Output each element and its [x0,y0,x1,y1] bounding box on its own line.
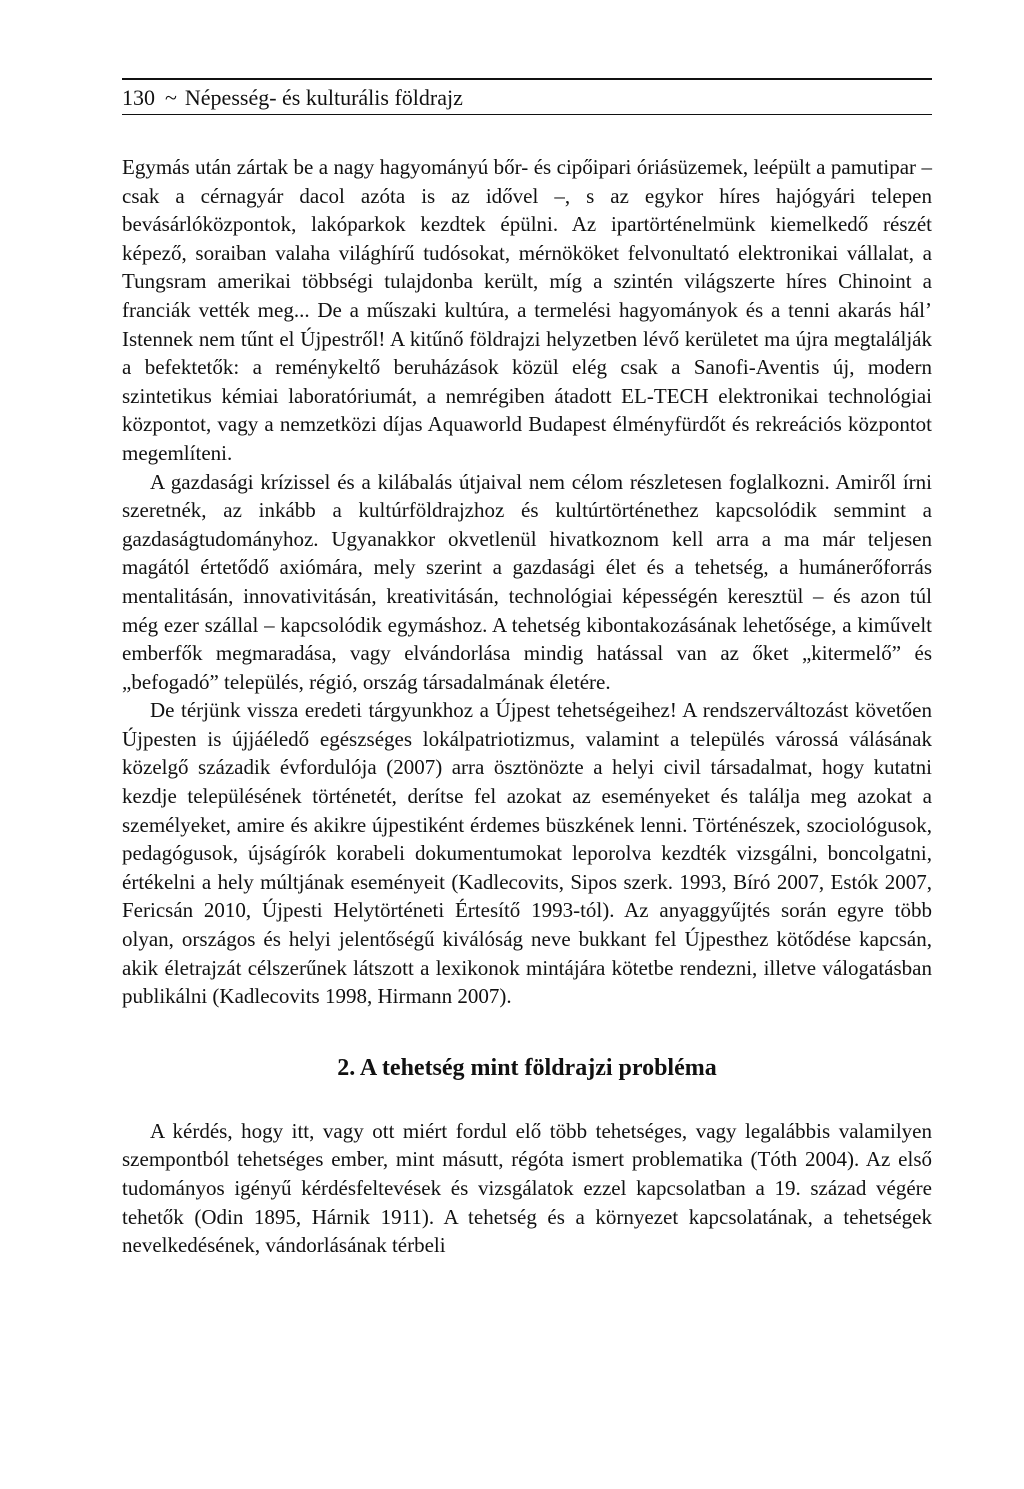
running-header [122,78,932,115]
section-heading: 2. A tehetség mint földrajzi probléma [337,1054,717,1081]
section-paragraph-1: A kérdés, hogy itt, vagy ott miért fordul elő több tehetséges, vagy legalábbis valamilyen szempontból tehetséges ember, mint másutt, régóta ismert problematika (Tóth 2004). Az első tudományos igényű kérdésfeltevések és vizsgálatok ezzel kapcsolatban a 19. század végére tehetők (Odin 1895, Hárnik 1911). A tehetség és a környezet kapcsolatának, a tehetségek nevelkedésének, vándorlásának térbeli [122,1118,932,1258]
paragraph-2: A gazdasági krízissel és a kilábalás útjaival nem célom részletesen foglalkozni. Amiről írni szeretnék, az inkább a kultúrföldrajzhoz és kultúrtörténethez kapcsolódik semmint a gazdaságtudományhoz. Ugyanakkor okvetlenül hivatkoznom kell arra a ma már teljesen magától értetődő axiómára, mely szerint a gazdasági élet és a tehetség, a humánerőforrás mentalitásán, innovativitásán, kreativitásán, technológiai képességén keresztül – és azon túl még ezer szállal – kapcsolódik egymáshoz. A tehetség kibontakozásának lehetősége, a kiművelt emberfők megmaradása, vagy elvándorlása mindig hatással van az őket „kitermelő” és „befogadó” település, régió, ország társadalmának életére. [122,469,932,694]
paragraph-1: Egymás után zártak be a nagy hagyományú bőr- és cipőipari óriásüzemek, leépült a pamutipar – csak a cérnagyár dacol azóta is az idővel –, s az egykor híres hajógyári telepen bevásárlóközpontok, lakóparkok kezdtek épülni. Az ipartörténelmünk kiemelkedő részét képező, soraiban valaha világhírű tudósokat, mérnököket felvonultató elektronikai vállalat, a Tungsram amerikai többségi tulajdonba került, míg a szintén világszerte híres Chinoint a franciák vették meg... De a műszaki kultúra, a termelési hagyományok és a tenni akarás hál’ Istennek nem tűnt el Újpestről! A kitűnő földrajzi helyzetben lévő kerületet ma újra megtalálják a befektetők: a reménykeltő beruházások közül elég csak a Sanofi-Aventis új, modern szintetikus kémiai laboratóriumát, a nemrégiben átadott EL-TECH elektronikai technológiai központot, vagy a nemzetközi díjas Aquaworld Budapest élményfürdőt és rekreációs központot megemlíteni. [122,155,932,465]
body-text [122,153,932,1011]
book-page [122,78,932,1260]
paragraph-3: De térjünk vissza eredeti tárgyunkhoz a Újpest tehetségeihez! A rendszerváltozást követően Újpesten is újjáéledő egészséges lokálpatriotizmus, valamint a település várossá válásának közelgő századik évfordulója (2007) arra ösztönözte a helyi civil társadalmat, hogy kutatni kezdje településének történetét, derítse fel azokat az eseményeket és találja meg azokat a személyeket, amire és akikre újpestiként érdemes büszkének lenni. Történészek, szociológusok, pedagógusok, újságírók korabeli dokumentumokat leporolva kezdték vizsgálni, boncolgatni, értékelni a hely múltjának eseményeit (Kadlecovits, Sipos szerk. 1993, Bíró 2007, Estók 2007, Fericsán 2010, Újpesti Helytörténeti Értesítő 1993-tól). Az anyaggyűjtés során egyre több olyan, országos és helyi jelentőségű kiválóság neve bukkant fel Újpesthez kötődése kapcsán, akik életrajzát célszerűnek látszott a lexikonok mintájára kötetbe rendezni, illetve válogatásban publikálni (Kadlecovits 1998, Hirmann 2007). [122,698,932,1009]
page-number: 130 [122,85,155,110]
section-body-text [122,1117,932,1260]
header-title: Népesség- és kulturális földrajz [184,85,463,110]
header-separator: ~ [165,85,177,110]
